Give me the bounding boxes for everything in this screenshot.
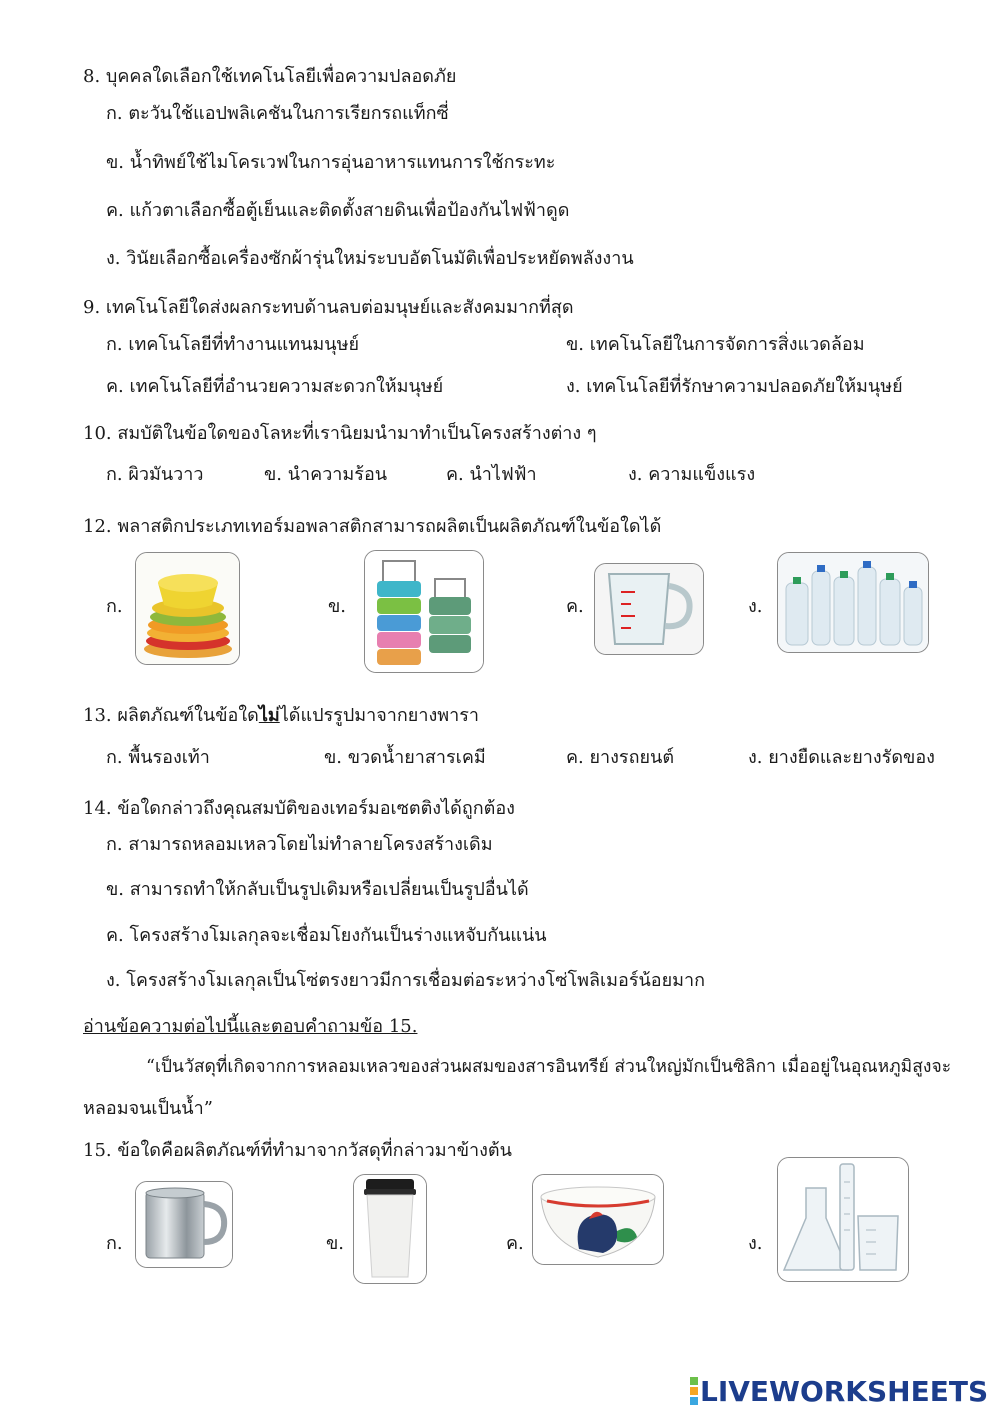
stacked-plates-icon[interactable] — [135, 552, 240, 665]
ceramic-bowl-icon[interactable] — [532, 1174, 664, 1265]
q14-option-a[interactable]: ก. สามารถหลอมเหลวโดยไม่ทำลายโครงสร้างเดิม — [106, 834, 493, 855]
q15-label-c[interactable]: ค. — [506, 1233, 524, 1254]
q10-option-d[interactable]: ง. ความแข็งแรง — [628, 464, 756, 485]
q15-label-d[interactable]: ง. — [748, 1233, 763, 1254]
q8-question: 8. บุคคลใดเลือกใช้เทคโนโลยีเพื่อความปลอดภัย — [83, 66, 457, 87]
q9-option-d[interactable]: ง. เทคโนโลยีที่รักษาความปลอดภัยให้มนุษย์ — [566, 376, 903, 397]
q8-option-a[interactable]: ก. ตะวันใช้แอปพลิเคชันในการเรียกรถแท็กซี่ — [106, 103, 449, 124]
q14-question: 14. ข้อใดกล่าวถึงคุณสมบัติของเทอร์มอเซตติงได้ถูกต้อง — [83, 798, 515, 819]
passage-heading: อ่านข้อความต่อไปนี้และตอบคำถามข้อ 15. — [83, 1016, 418, 1037]
paper-cup-icon[interactable] — [353, 1174, 427, 1284]
q12-label-c[interactable]: ค. — [566, 596, 584, 617]
q10-question: 10. สมบัติในข้อใดของโลหะที่เรานิยมนำมาทำเป็นโครงสร้างต่าง ๆ — [83, 423, 597, 444]
q15-question: 15. ข้อใดคือผลิตภัณฑ์ที่ทำมาจากวัสดุที่กล่าวมาข้างต้น — [83, 1140, 512, 1161]
q14-option-d[interactable]: ง. โครงสร้างโมเลกุลเป็นโซ่ตรงยาวมีการเชื่อมต่อระหว่างโซ่โพลิเมอร์น้อยมาก — [106, 970, 706, 991]
q15-label-b[interactable]: ข. — [326, 1233, 345, 1254]
liveworksheets-logo-text: LIVEWORKSHEETS — [700, 1374, 989, 1408]
q13-question — [83, 705, 479, 727]
passage-line-2: หลอมจนเป็นน้ำ” — [83, 1098, 213, 1119]
q9-option-b[interactable]: ข. เทคโนโลยีในการจัดการสิ่งแวดล้อม — [566, 334, 865, 355]
q13-option-b[interactable]: ข. ขวดน้ำยาสารเคมี — [324, 747, 486, 768]
q13-option-c[interactable]: ค. ยางรถยนต์ — [566, 747, 675, 768]
liveworksheets-logo — [690, 1374, 988, 1408]
q8-option-d[interactable]: ง. วินัยเลือกซื้อเครื่องซักผ้ารุ่นใหม่ระบบอัตโนมัติเพื่อประหยัดพลังงาน — [106, 248, 634, 269]
q8-option-b[interactable]: ข. น้ำทิพย์ใช้ไมโครเวฟในการอุ่นอาหารแทนการใช้กระทะ — [106, 152, 556, 173]
liveworksheets-mark-icon — [690, 1376, 698, 1406]
q12-label-a[interactable]: ก. — [106, 596, 123, 617]
q13-question-post: ได้แปรรูปมาจากยางพารา — [279, 705, 479, 726]
tiffin-carrier-icon[interactable] — [364, 550, 484, 673]
q13-option-d[interactable]: ง. ยางยืดและยางรัดของ — [748, 747, 935, 768]
q9-option-c[interactable]: ค. เทคโนโลยีที่อำนวยความสะดวกให้มนุษย์ — [106, 376, 444, 397]
measuring-cup-icon[interactable] — [594, 563, 704, 655]
q10-option-c[interactable]: ค. นำไฟฟ้า — [446, 464, 537, 485]
passage-line-1: “เป็นวัสดุที่เกิดจากการหลอมเหลวของส่วนผสมของสารอินทรีย์ ส่วนใหญ่มักเป็นซิลิกา เมื่ออยู่ในอุณหภูมิสูงจะ — [146, 1057, 952, 1077]
q12-question: 12. พลาสติกประเภทเทอร์มอพลาสติกสามารถผลิตเป็นผลิตภัณฑ์ในข้อใดได้ — [83, 516, 662, 537]
q13-option-a[interactable]: ก. พื้นรองเท้า — [106, 747, 210, 768]
q14-option-c[interactable]: ค. โครงสร้างโมเลกุลจะเชื่อมโยงกันเป็นร่างแหจับกันแน่น — [106, 925, 547, 946]
lab-glassware-icon[interactable] — [777, 1157, 909, 1282]
q15-label-a[interactable]: ก. — [106, 1233, 123, 1254]
steel-mug-icon[interactable] — [135, 1181, 233, 1268]
q13-question-emphasis: ไม่ — [258, 705, 280, 726]
q10-option-a[interactable]: ก. ผิวมันวาว — [106, 464, 204, 485]
q12-label-b[interactable]: ข. — [328, 596, 347, 617]
q12-label-d[interactable]: ง. — [748, 596, 763, 617]
q9-question: 9. เทคโนโลยีใดส่งผลกระทบด้านลบต่อมนุษย์และสังคมมากที่สุด — [83, 297, 574, 318]
q10-option-b[interactable]: ข. นำความร้อน — [264, 464, 388, 485]
q13-question-pre: 13. ผลิตภัณฑ์ในข้อใด — [83, 705, 259, 726]
plastic-bottles-icon[interactable] — [777, 552, 929, 653]
q9-option-a[interactable]: ก. เทคโนโลยีที่ทำงานแทนมนุษย์ — [106, 334, 360, 355]
q14-option-b[interactable]: ข. สามารถทำให้กลับเป็นรูปเดิมหรือเปลี่ยนเป็นรูปอื่นได้ — [106, 879, 529, 900]
q8-option-c[interactable]: ค. แก้วตาเลือกซื้อตู้เย็นและติดตั้งสายดินเพื่อป้องกันไฟฟ้าดูด — [106, 200, 570, 221]
